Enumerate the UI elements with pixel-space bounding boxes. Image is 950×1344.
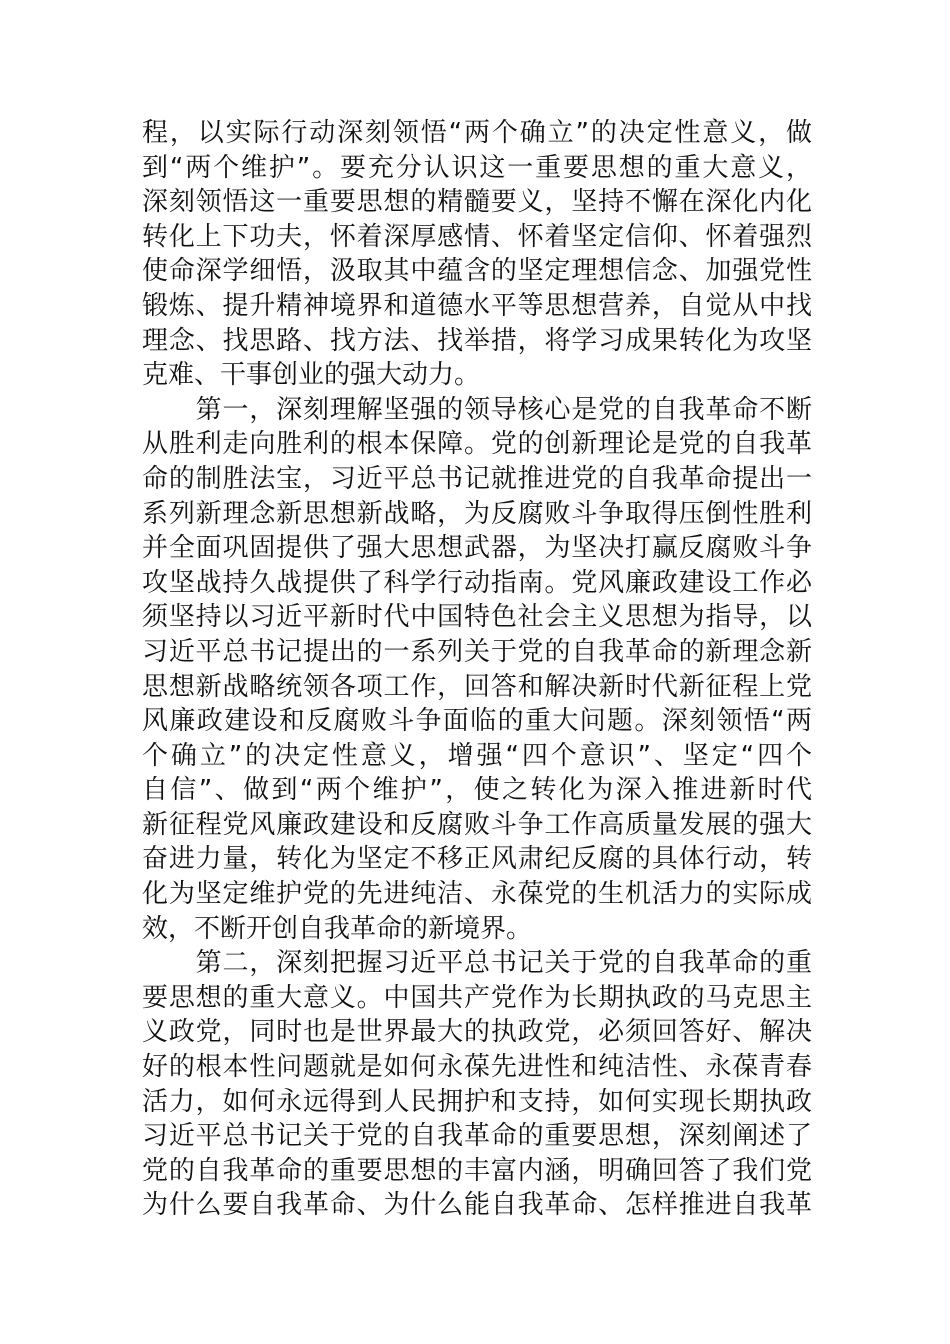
text-line: 攻坚战持久战提供了科学行动指南。党风廉政建设工作必 [142, 567, 812, 598]
text-line: 好的根本性问题就是如何永葆先进性和纯洁性、永葆青春 [142, 1052, 812, 1083]
text-line: 义政党，同时也是世界最大的执政党，必须回答好、解决 [142, 1017, 812, 1048]
text-line: 要思想的重大意义。中国共产党作为长期执政的马克思主 [142, 982, 812, 1013]
text-line: 第二，深刻把握习近平总书记关于党的自我革命的重 [142, 948, 812, 979]
text-line: 深刻领悟这一重要思想的精髓要义，坚持不懈在深化内化 [142, 187, 812, 218]
text-line: 习近平总书记关于党的自我革命的重要思想，深刻阐述了 [142, 1121, 812, 1152]
text-line: 到“两个维护”。要充分认识这一重要思想的重大意义， [142, 152, 812, 183]
text-line: 自信”、做到“两个维护”，使之转化为深入推进新时代 [142, 775, 812, 806]
text-line: 党的自我革命的重要思想的丰富内涵，明确回答了我们党 [142, 1155, 812, 1186]
text-line: 须坚持以习近平新时代中国特色社会主义思想为指导，以 [142, 602, 812, 633]
text-line: 个确立”的决定性意义，增强“四个意识”、坚定“四个 [142, 740, 812, 771]
text-line: 新征程党风廉政建设和反腐败斗争工作高质量发展的强大 [142, 809, 812, 840]
text-line: 效，不断开创自我革命的新境界。 [142, 913, 533, 944]
text-line: 命的制胜法宝，习近平总书记就推进党的自我革命提出一 [142, 463, 812, 494]
text-line: 使命深学细悟，汲取其中蕴含的坚定理想信念、加强党性 [142, 256, 812, 287]
text-line: 理念、找思路、找方法、找举措，将学习成果转化为攻坚 [142, 325, 812, 356]
text-line: 风廉政建设和反腐败斗争面临的重大问题。深刻领悟“两 [142, 706, 812, 737]
text-line: 奋进力量，转化为坚定不移正风肃纪反腐的具体行动，转 [142, 844, 812, 875]
text-line: 克难、干事创业的强大动力。 [142, 360, 481, 391]
text-line: 思想新战略统领各项工作，回答和解决新时代新征程上党 [142, 671, 812, 702]
text-line: 为什么要自我革命、为什么能自我革命、怎样推进自我革 [142, 1190, 812, 1221]
text-line: 习近平总书记提出的一系列关于党的自我革命的新理念新 [142, 636, 812, 667]
text-line: 第一，深刻理解坚强的领导核心是党的自我革命不断 [142, 394, 812, 425]
text-line: 转化上下功夫，怀着深厚感情、怀着坚定信仰、怀着强烈 [142, 221, 812, 252]
text-line: 程，以实际行动深刻领悟“两个确立”的决定性意义，做 [142, 118, 812, 148]
text-line: 活力，如何永远得到人民拥护和支持，如何实现长期执政 [142, 1086, 812, 1117]
text-line: 化为坚定维护党的先进纯洁、永葆党的生机活力的实际成 [142, 879, 812, 910]
body-text [142, 116, 812, 1223]
text-line: 锻炼、提升精神境界和道德水平等思想营养，自觉从中找 [142, 290, 812, 321]
text-line: 并全面巩固提供了强大思想武器，为坚决打赢反腐败斗争 [142, 533, 812, 564]
text-line: 从胜利走向胜利的根本保障。党的创新理论是党的自我革 [142, 429, 812, 460]
text-line: 系列新理念新思想新战略，为反腐败斗争取得压倒性胜利 [142, 498, 812, 529]
